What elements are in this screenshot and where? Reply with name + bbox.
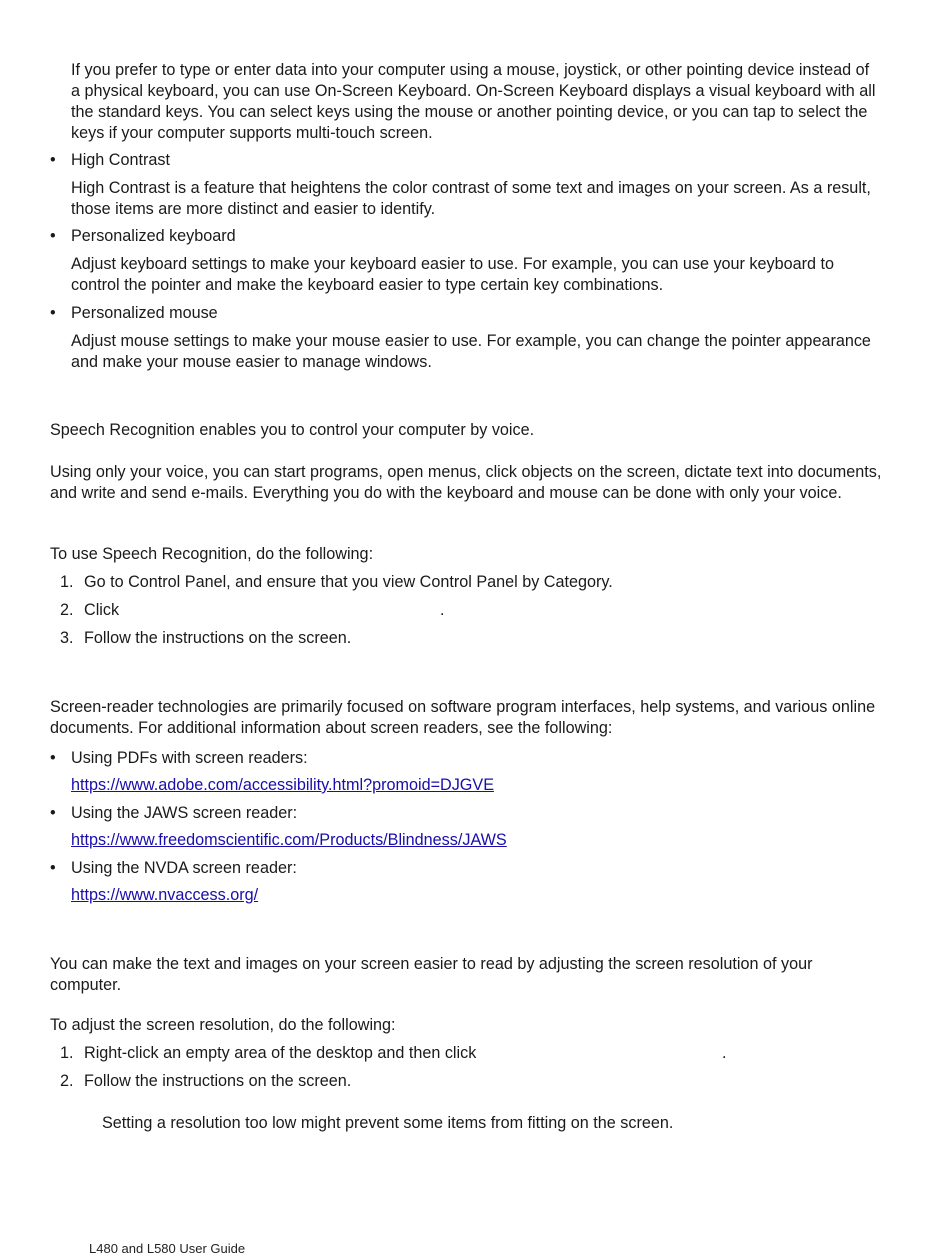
resolution-step	[60, 1043, 880, 1064]
bullet-icon: •	[50, 151, 56, 169]
feature-title: High Contrast	[71, 151, 170, 169]
step-text: Right-click an empty area of the desktop and then click	[84, 1044, 477, 1062]
bullet-icon: •	[50, 304, 56, 322]
step-end-period: .	[440, 601, 445, 619]
feature-description: Adjust keyboard settings to make your keyboard easier to use. For example, you can use your keyboard to control the pointer and make the keyboard easier to type certain key combinations.	[71, 255, 835, 294]
step-text: Follow the instructions on the screen.	[84, 1072, 352, 1090]
speech-step	[60, 628, 880, 649]
nvda-link[interactable]: https://www.nvaccess.org/	[71, 886, 259, 904]
screen-reader-intro: Screen-reader technologies are primarily focused on software program interfaces, help systems, and various online documents. For additional information about screen readers, see the following:	[50, 698, 876, 737]
feature-description: Adjust mouse settings to make your mouse easier to use. For example, you can change the pointer appearance and make your mouse easier to manage windows.	[71, 332, 871, 371]
bullet-icon: •	[50, 859, 56, 877]
step-end-period: .	[722, 1044, 727, 1062]
step-number: 1.	[60, 1044, 74, 1062]
bullet-icon: •	[50, 749, 56, 767]
speech-step	[60, 572, 880, 593]
step-number: 3.	[60, 629, 74, 647]
step-number: 2.	[60, 1072, 74, 1090]
step-text: Go to Control Panel, and ensure that you view Control Panel by Category.	[84, 573, 613, 591]
feature-title: Personalized keyboard	[71, 227, 236, 245]
jaws-link[interactable]: https://www.freedomscientific.com/Products/Blindness/JAWS	[71, 831, 507, 849]
step-text: Click	[84, 601, 120, 619]
resolution-intro: You can make the text and images on your screen easier to read by adjusting the screen resolution of your computer.	[50, 955, 813, 994]
bullet-icon: •	[50, 804, 56, 822]
speech-intro: Speech Recognition enables you to control your computer by voice.	[50, 421, 535, 439]
feature-title: Personalized mouse	[71, 304, 218, 322]
bullet-icon: •	[50, 227, 56, 245]
step-number: 1.	[60, 573, 74, 591]
speech-step	[60, 600, 880, 621]
feature-description: High Contrast is a feature that heightens the color contrast of some text and images on your screen. As a result, those items are more distinct and easier to identify.	[71, 179, 871, 218]
reader-label: Using PDFs with screen readers:	[71, 749, 308, 767]
resolution-step	[60, 1071, 880, 1092]
step-text: Follow the instructions on the screen.	[84, 629, 352, 647]
resolution-note: Setting a resolution too low might prevent some items from fitting on the screen.	[102, 1114, 674, 1132]
reader-label: Using the NVDA screen reader:	[71, 859, 297, 877]
speech-body: Using only your voice, you can start programs, open menus, click objects on the screen, dictate text into documents, and write and send e-mails. Everything you do with the keyboard and mouse can be done with only your voice.	[50, 463, 882, 502]
resolution-lead: To adjust the screen resolution, do the following:	[50, 1016, 396, 1034]
step-number: 2.	[60, 601, 74, 619]
adobe-accessibility-link[interactable]: https://www.adobe.com/accessibility.html?promoid=DJGVE	[71, 776, 494, 794]
speech-lead: To use Speech Recognition, do the following:	[50, 545, 374, 563]
reader-label: Using the JAWS screen reader:	[71, 804, 298, 822]
on-screen-keyboard-paragraph: If you prefer to type or enter data into your computer using a mouse, joystick, or other pointing device instead of a physical keyboard, you can use On-Screen Keyboard. On-Screen Keyboard displays a visual keyboard with all the standard keys. You can select keys using the mouse or another pointing device, or you can tap to select the keys if your computer supports multi-touch screen.	[71, 61, 876, 142]
page-footer: L480 and L580 User Guide	[89, 1241, 246, 1256]
